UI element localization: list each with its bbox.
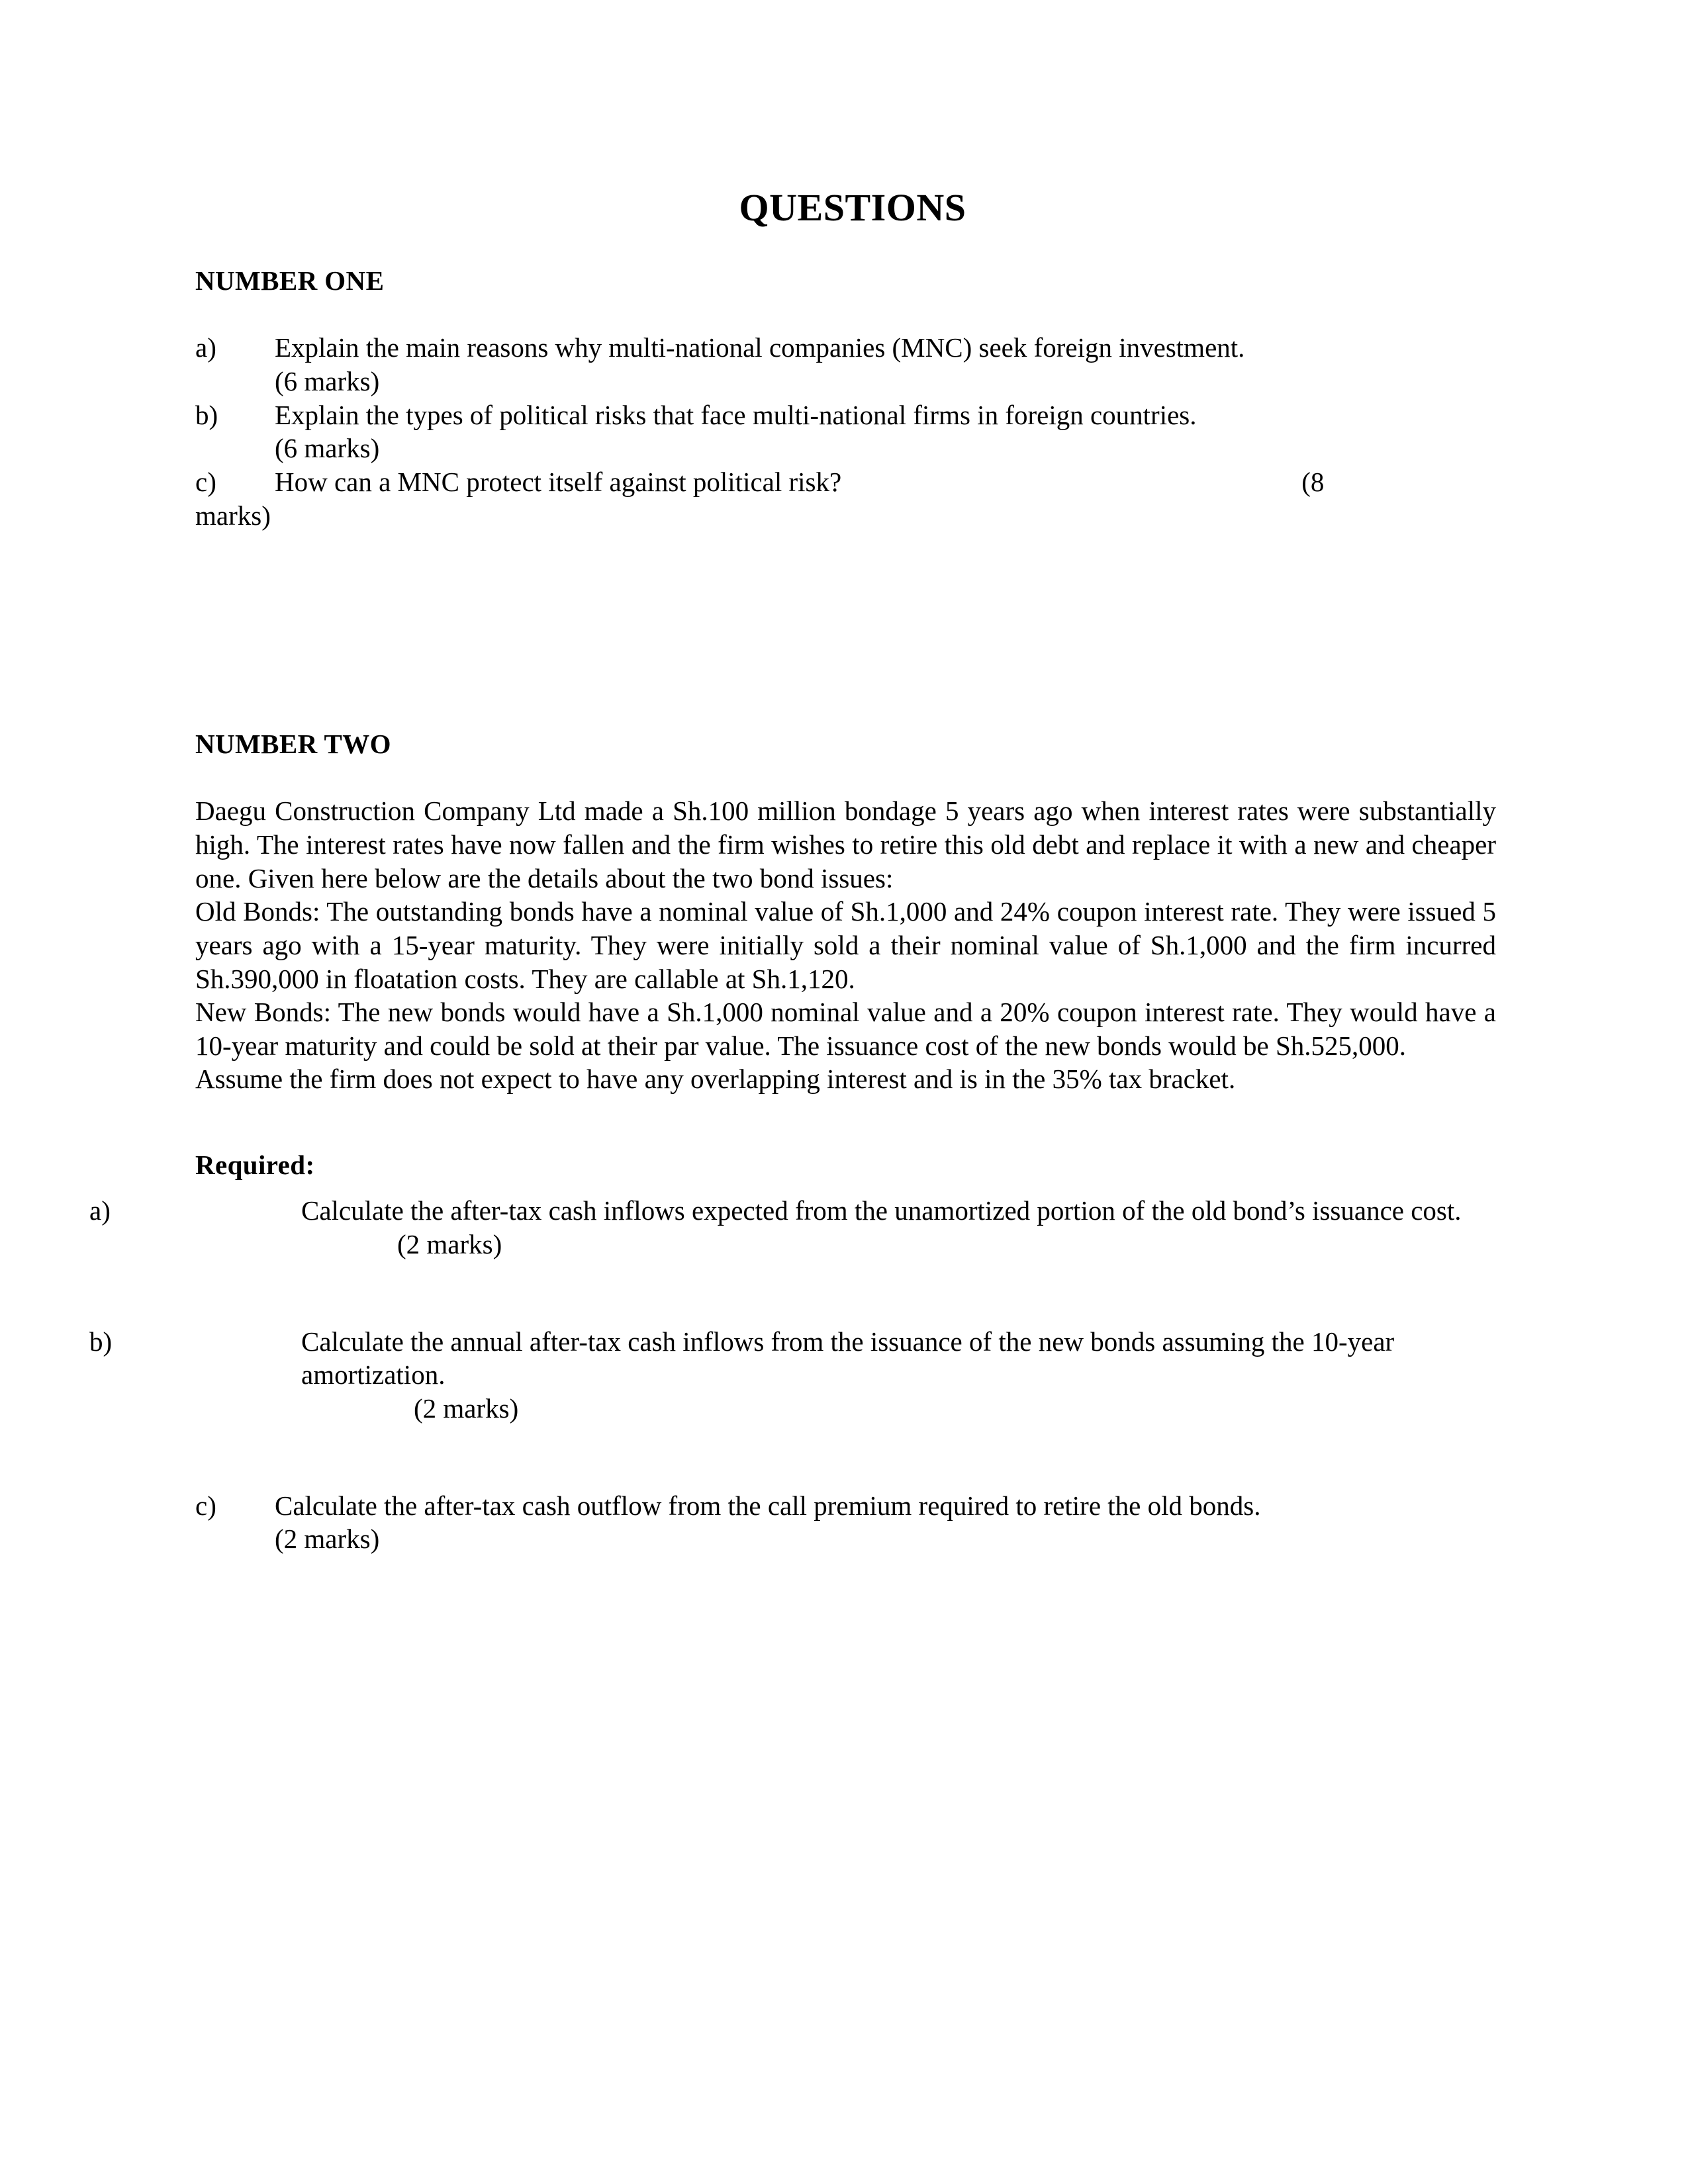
question-text-b: Explain the types of political risks that face multi-national firms in foreign countries.	[275, 399, 1197, 430]
question-label-b: b)	[195, 399, 218, 430]
required-item-a	[89, 1194, 1496, 1228]
section-heading-number-one: NUMBER ONE	[195, 265, 385, 296]
page-title: QUESTIONS	[739, 186, 966, 229]
question-item-b	[195, 398, 1496, 432]
number-two-paragraph-intro: Daegu Construction Company Ltd made a Sh.100 million bondage 5 years ago when interest rates were substantially high. The interest rates have now fallen and the firm wishes to retire this old debt and replace it with a new and cheaper one. Given here below are the details about the two bond issues:	[195, 796, 1496, 893]
number-two-paragraph-old-bonds: Old Bonds: The outstanding bonds have a nominal value of Sh.1,000 and 24% coupon interest rate. They were issued 5 years ago with a 15-year maturity. They were initially sold a their nominal value of Sh.1,000 and the firm incurred Sh.390,000 in floatation costs. They are callable at Sh.1,120.	[195, 896, 1496, 994]
marks-a: (6 marks)	[275, 366, 380, 396]
required-label-a: a)	[89, 1195, 111, 1226]
number-two-paragraph-assumptions: Assume the firm does not expect to have any overlapping interest and is in the 35% tax bracket.	[195, 1064, 1236, 1095]
required-text-a: Calculate the after-tax cash inflows expected from the unamortized portion of the old bond’s issuance cost.	[301, 1195, 1462, 1226]
question-label-a: a)	[195, 332, 216, 363]
required-marks-a: (2 marks)	[397, 1229, 502, 1259]
number-two-paragraph-new-bonds: New Bonds: The new bonds would have a Sh.1,000 nominal value and a 20% coupon interest rate. They would have a 10-year maturity and could be sold at their par value. The issuance cost of the new bonds would be Sh.525,000.	[195, 997, 1496, 1061]
required-marks-c: (2 marks)	[275, 1524, 380, 1555]
required-text-b: Calculate the annual after-tax cash inflows from the issuance of the new bonds assuming the 10-year amortization.	[301, 1326, 1395, 1390]
required-item-c	[195, 1489, 1496, 1523]
question-text-c: How can a MNC protect itself against political risk?	[275, 466, 842, 497]
question-text-a: Explain the main reasons why multi-national companies (MNC) seek foreign investment.	[275, 332, 1245, 363]
required-text-c: Calculate the after-tax cash outflow from the call premium required to retire the old bonds.	[275, 1490, 1261, 1521]
section-number-one	[195, 265, 1496, 532]
question-item-a	[195, 331, 1496, 365]
required-marks-b: (2 marks)	[414, 1392, 519, 1424]
question-label-c: c)	[195, 466, 216, 497]
question-item-c	[195, 465, 1496, 499]
required-label-c: c)	[195, 1490, 216, 1521]
section-heading-number-two: NUMBER TWO	[195, 729, 391, 759]
marks-b: (6 marks)	[275, 433, 380, 464]
required-heading: Required:	[195, 1150, 315, 1180]
section-number-two	[89, 728, 1496, 1556]
marks-c-head: (8	[1301, 466, 1325, 497]
required-label-b: b)	[89, 1326, 113, 1357]
marks-c-tail: marks)	[195, 500, 271, 531]
required-item-b	[89, 1325, 1496, 1392]
